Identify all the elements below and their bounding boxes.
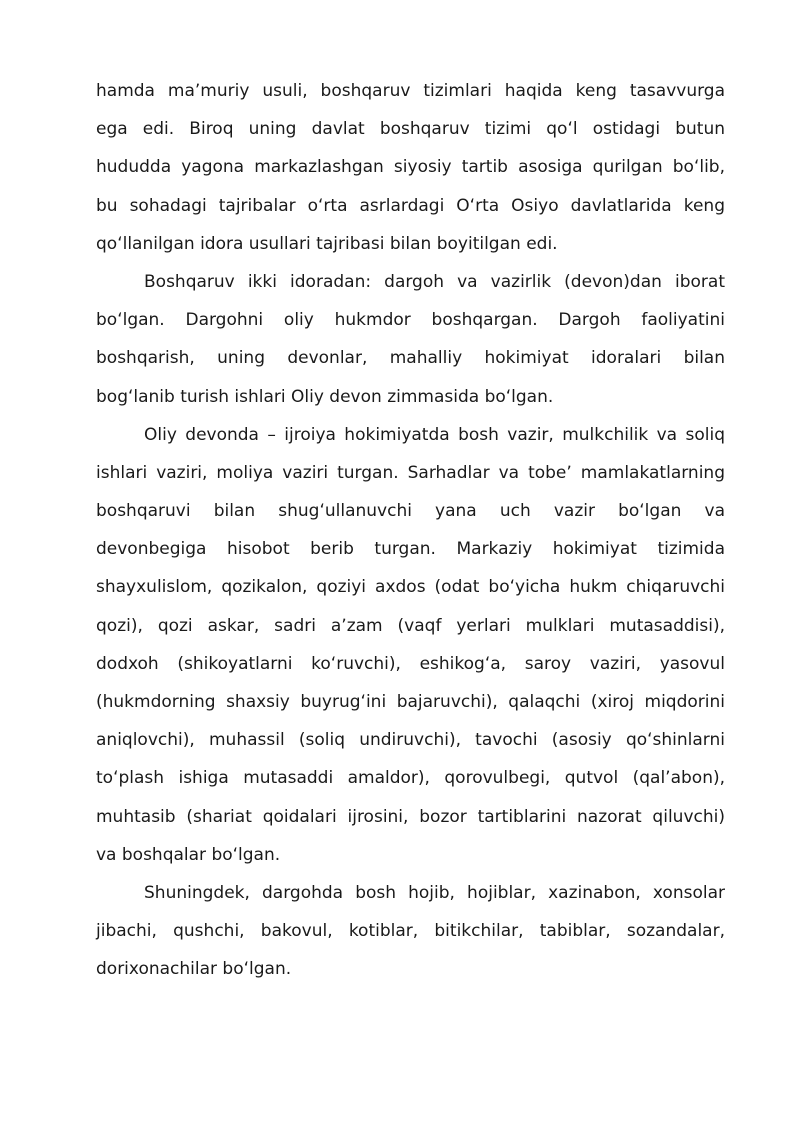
paragraph [96, 263, 725, 416]
text-line: devonbegiga hisobot berib turgan. Markaziy hokimiyat tizimida [96, 539, 725, 560]
text-line: dodxoh (shikoyatlarni koʻruvchi), eshikogʻa, saroy vaziri, yasovul [96, 653, 725, 674]
text-line: boshqaruvi bilan shugʻullanuvchi yana uch vazir boʻlgan va [96, 501, 725, 522]
text-line: bogʻlanib turish ishlari Oliy devon zimmasida boʻlgan. [96, 386, 554, 407]
text-line: Oliy devonda – ijroiya hokimiyatda bosh vazir, mulkchilik va soliq [144, 424, 725, 445]
text-line: Boshqaruv ikki idoradan: dargoh va vazirlik (devon)dan iborat [144, 271, 725, 292]
document-body [96, 72, 725, 989]
text-line: ishlari vaziri, moliya vaziri turgan. Sarhadlar va tobeʼ mamlakatlarning [96, 462, 725, 483]
text-line: va boshqalar boʻlgan. [96, 844, 281, 865]
text-line: ega edi. Biroq uning davlat boshqaruv tizimi qoʻl ostidagi butun [96, 119, 725, 140]
text-line: jibachi, qushchi, bakovul, kotiblar, bitikchilar, tabiblar, sozandalar, [96, 921, 725, 942]
text-line: muhtasib (shariat qoidalari ijrosini, bozor tartiblarini nazorat qiluvchi) [96, 806, 725, 827]
text-line: shayxulislom, qozikalon, qoziyi axdos (odat boʻyicha hukm chiqaruvchi [96, 577, 725, 598]
text-line: bu sohadagi tajribalar oʻrta asrlardagi Oʻrta Osiyo davlatlarida keng [96, 195, 725, 216]
text-line: qoʻllanilgan idora usullari tajribasi bilan boyitilgan edi. [96, 233, 558, 254]
text-line: boʻlgan. Dargohni oliy hukmdor boshqargan. Dargoh faoliyatini [96, 310, 725, 331]
text-line: toʻplash ishiga mutasaddi amaldor), qorovulbegi, qutvol (qalʼabon), [96, 768, 725, 789]
text-line: hududda yagona markazlashgan siyosiy tartib asosiga qurilgan boʻlib, [96, 157, 725, 178]
text-line: qozi), qozi askar, sadri aʼzam (vaqf yerlari mulklari mutasaddisi), [96, 615, 725, 636]
paragraph [96, 874, 725, 989]
text-line: Shuningdek, dargohda bosh hojib, hojiblar, xazinabon, xonsolar [144, 882, 725, 903]
text-line: boshqarish, uning devonlar, mahalliy hokimiyat idoralari bilan [96, 348, 725, 369]
text-line: aniqlovchi), muhassil (soliq undiruvchi), tavochi (asosiy qoʻshinlarni [96, 730, 725, 751]
text-line: dorixonachilar boʻlgan. [96, 959, 292, 980]
paragraph [96, 72, 725, 263]
text-line: (hukmdorning shaxsiy buyrugʻini bajaruvchi), qalaqchi (xiroj miqdorini [96, 692, 725, 712]
text-line: hamda maʼmuriy usuli, boshqaruv tizimlari haqida keng tasavvurga [96, 81, 725, 101]
paragraph [96, 416, 725, 874]
